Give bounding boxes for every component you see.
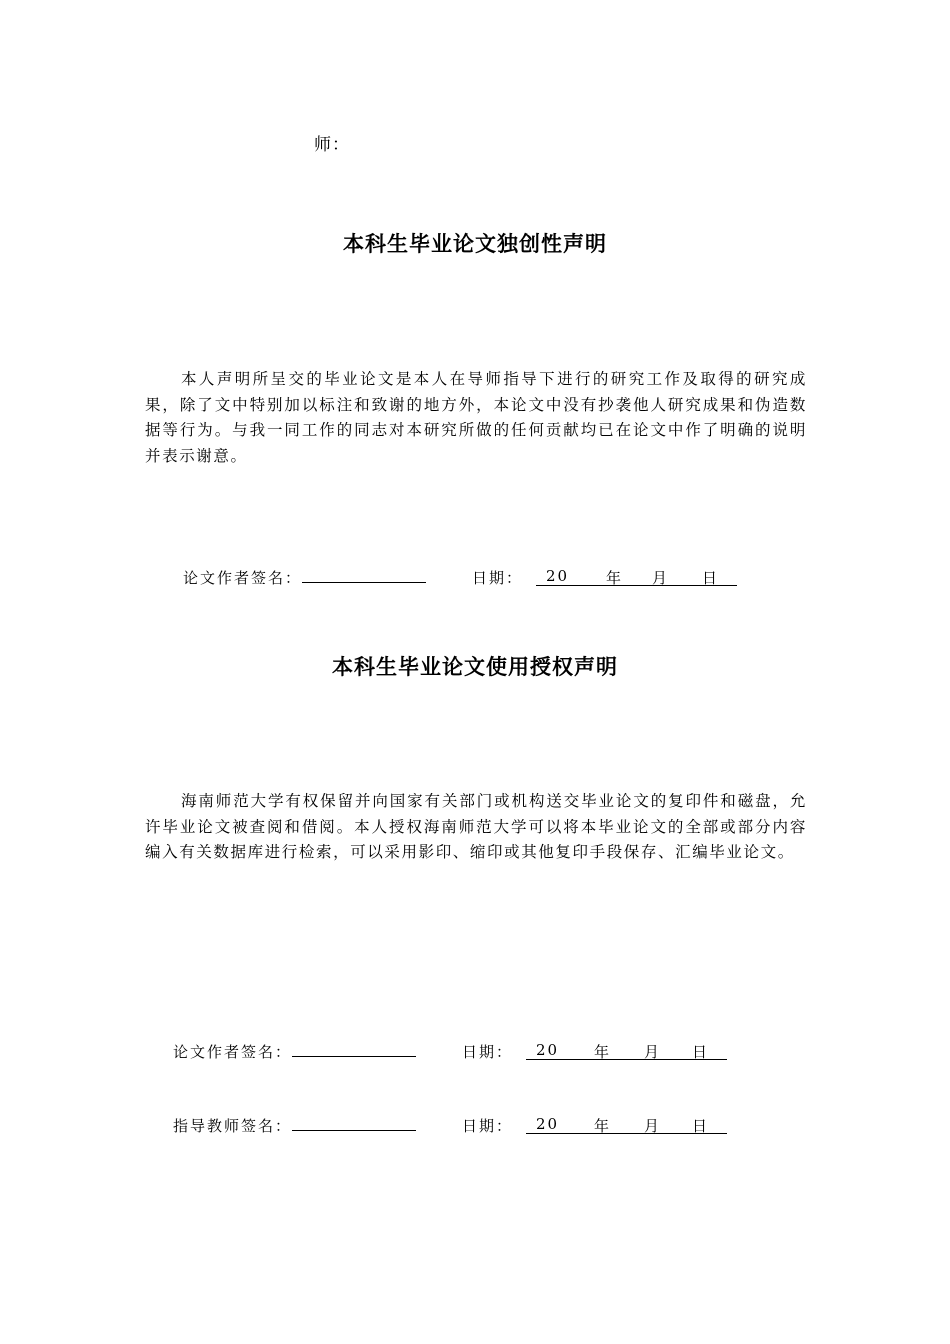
date-year-prefix: 20 — [536, 1041, 560, 1059]
author-sign-label: 论文作者签名： — [173, 1043, 293, 1061]
date-year-prefix: 20 — [536, 1115, 560, 1133]
originality-paragraph: 本人声明所呈交的毕业论文是本人在导师指导下进行的研究工作及取得的研究成果，除了文中特别加以标注和致谢的地方外，本论文中没有抄袭他人研究成果和伪造数据等行为。与我一同工作的同志对本研究所做的任何贡献均已在论文中作了明确的说明并表示谢意。 — [145, 370, 807, 465]
date-month-label: 月 — [644, 1043, 662, 1061]
date-month-label: 月 — [644, 1117, 662, 1135]
advisor-sign-blank[interactable] — [292, 1116, 416, 1131]
authorization-title: 本科生毕业论文使用授权声明 — [332, 655, 618, 679]
authorization-paragraph: 海南师范大学有权保留并向国家有关部门或机构送交毕业论文的复印件和磁盘，允许毕业论文被查阅和借阅。本人授权海南师范大学可以将本毕业论文的全部或部分内容编入有关数据库进行检索，可以采用影印、缩印或其他复印手段保存、汇编毕业论文。 — [145, 792, 807, 861]
date-month-label: 月 — [652, 569, 670, 587]
authorization-author-date-label: 日期： — [462, 1043, 514, 1061]
author-sign-blank[interactable] — [302, 568, 426, 583]
authorization-advisor-date-label: 日期： — [462, 1117, 514, 1135]
date-year-label: 年 — [594, 1043, 612, 1061]
author-sign-label: 论文作者签名： — [183, 569, 303, 587]
authorization-author-sign-row — [173, 1041, 416, 1062]
authorization-advisor-sign-row — [173, 1115, 416, 1136]
date-year-label: 年 — [606, 569, 624, 587]
authorization-advisor-date-field[interactable] — [526, 1115, 727, 1134]
advisor-label-fragment: 师： — [314, 135, 350, 155]
date-year-prefix: 20 — [546, 567, 570, 585]
date-day-label: 日 — [692, 1043, 710, 1061]
date-day-label: 日 — [692, 1117, 710, 1135]
originality-date-field[interactable] — [536, 567, 737, 586]
authorization-author-date-field[interactable] — [526, 1041, 727, 1060]
date-year-label: 年 — [594, 1117, 612, 1135]
originality-date-label: 日期： — [472, 569, 524, 587]
author-sign-blank[interactable] — [292, 1042, 416, 1057]
originality-title: 本科生毕业论文独创性声明 — [343, 232, 607, 256]
originality-author-sign-row — [183, 567, 426, 588]
advisor-sign-label: 指导教师签名： — [173, 1117, 293, 1135]
date-day-label: 日 — [702, 569, 720, 587]
